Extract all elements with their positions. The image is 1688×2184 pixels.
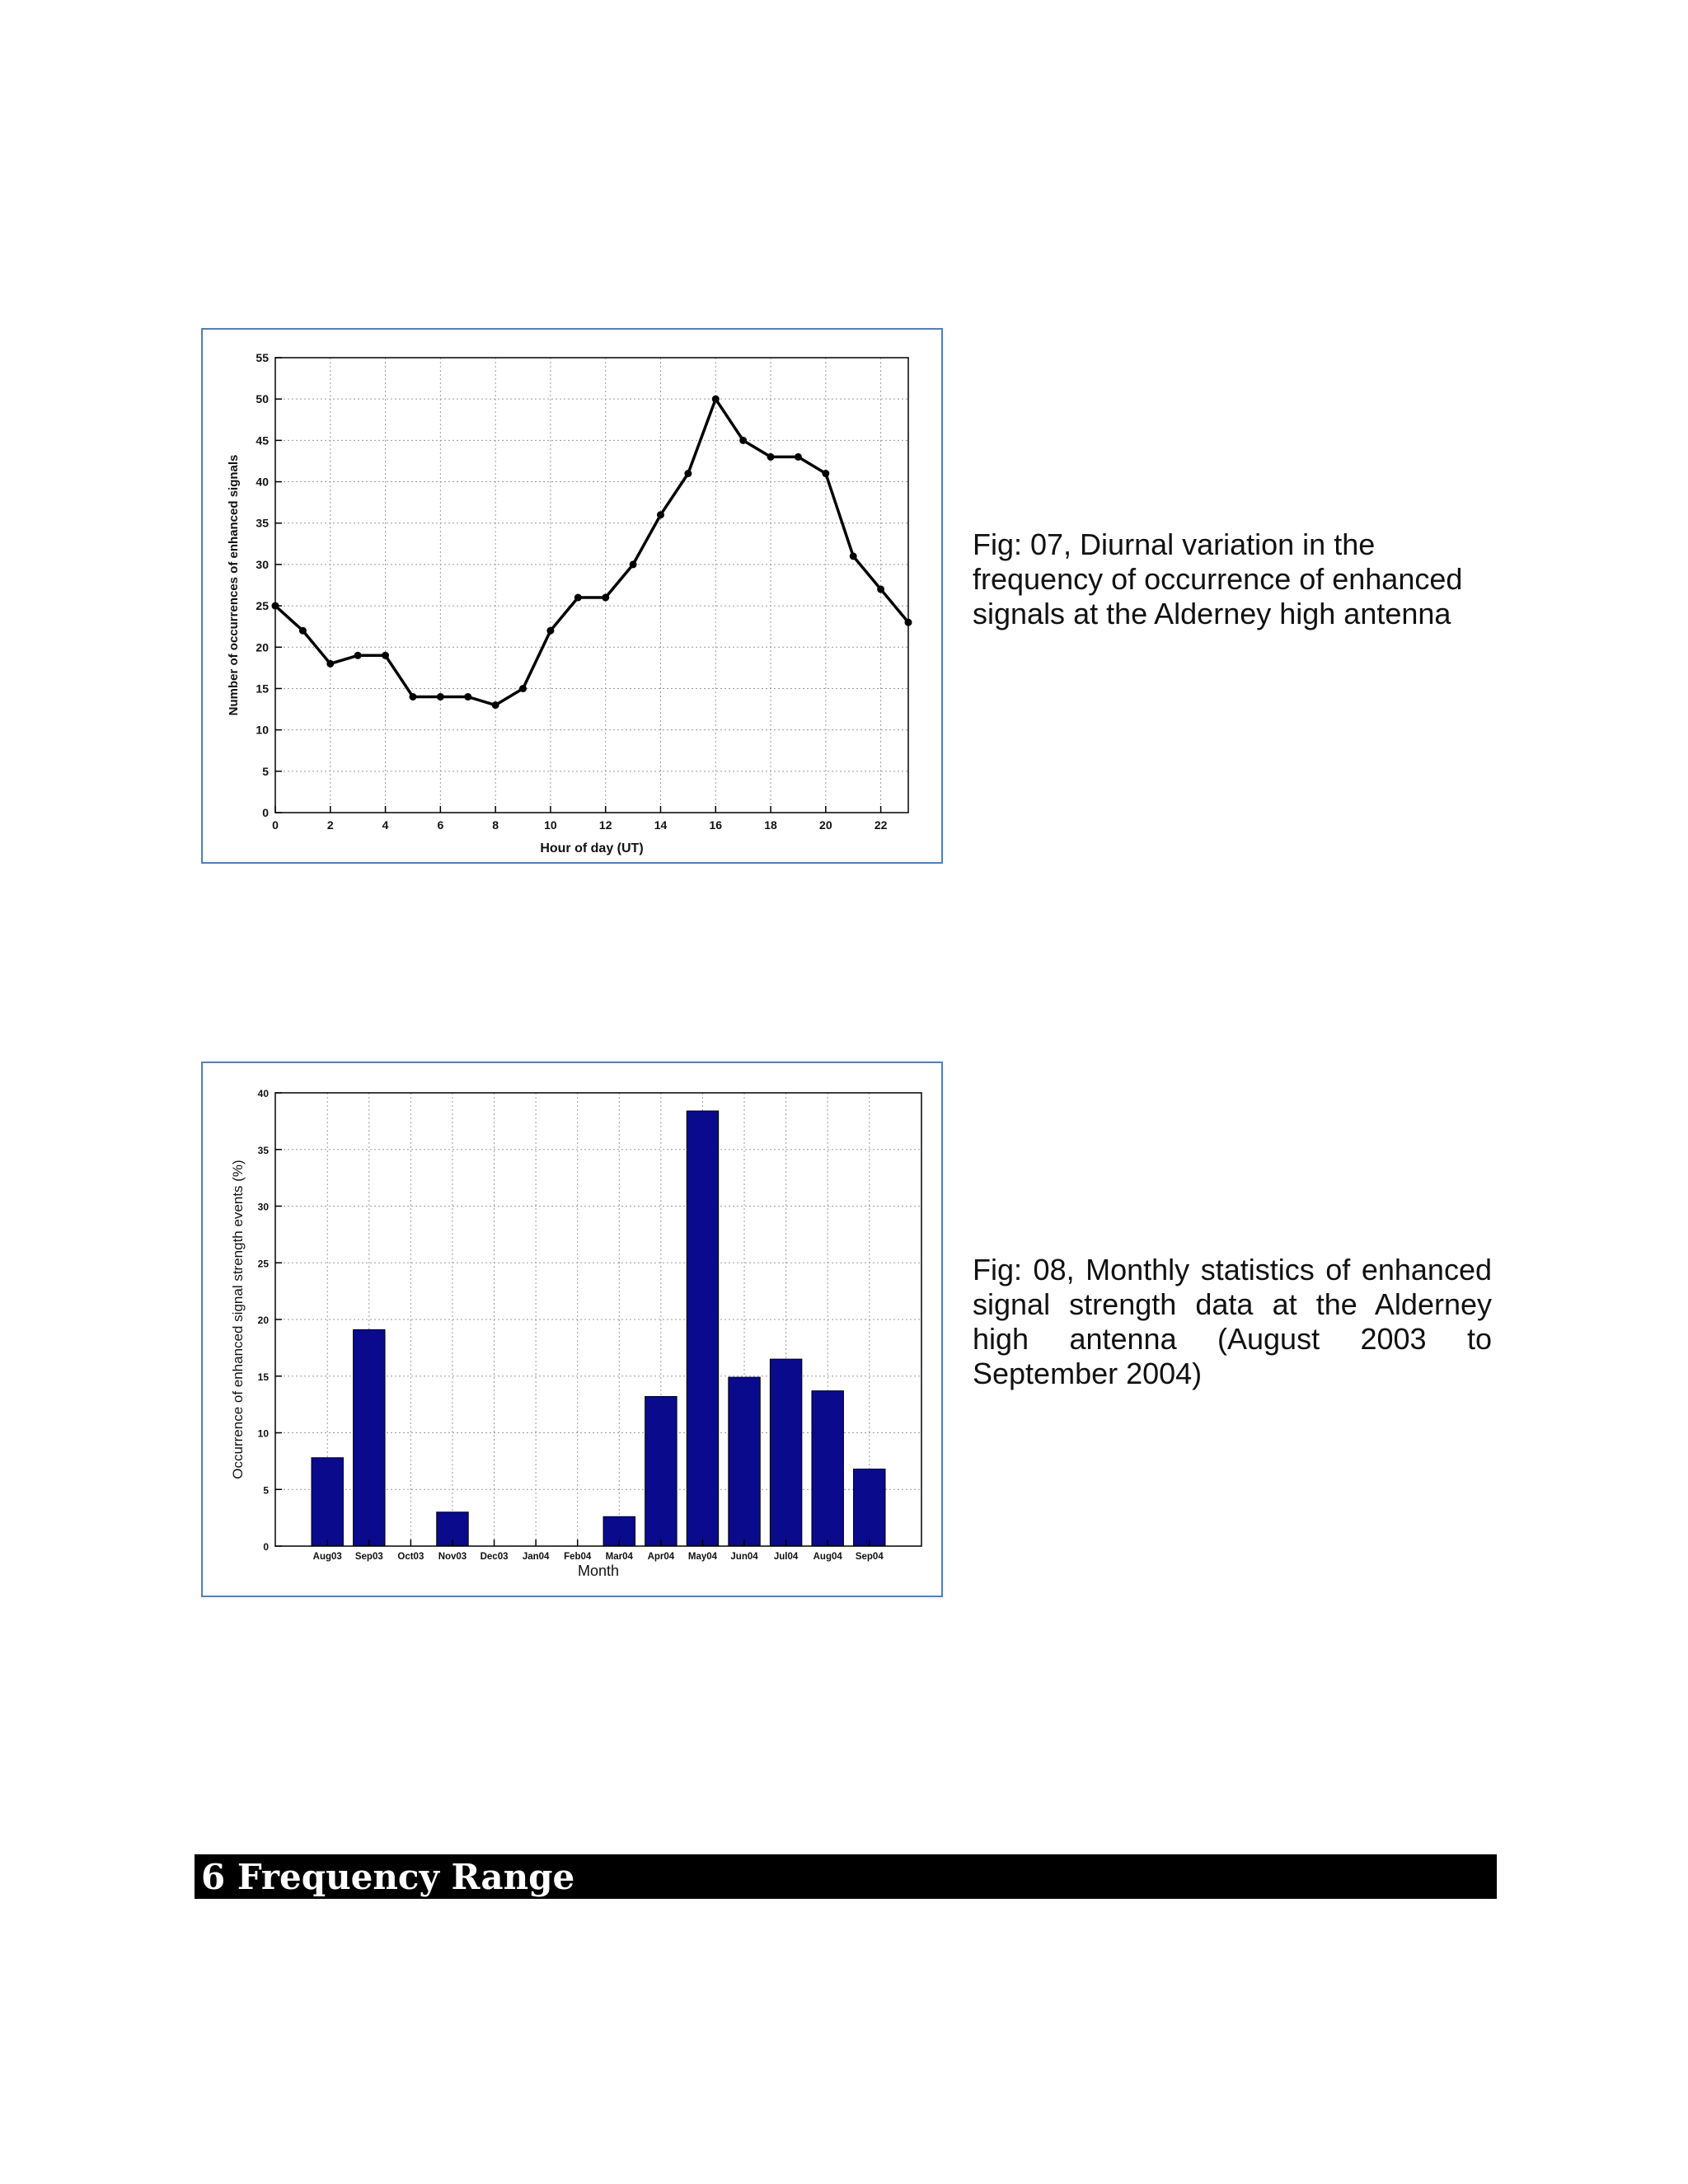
y-tick-label: 15 bbox=[257, 1371, 269, 1383]
x-tick-label: Jan04 bbox=[522, 1552, 550, 1562]
figure-07-frame bbox=[201, 328, 943, 864]
data-point bbox=[519, 685, 527, 692]
x-tick-label: 12 bbox=[598, 818, 612, 832]
data-point bbox=[850, 552, 857, 560]
x-tick-label: 14 bbox=[654, 818, 668, 832]
figure-08-frame bbox=[201, 1062, 943, 1597]
data-point bbox=[272, 602, 279, 610]
y-tick-label: 40 bbox=[257, 1088, 269, 1099]
y-tick-label: 15 bbox=[256, 682, 269, 696]
bar bbox=[354, 1329, 385, 1546]
x-tick-label: Oct03 bbox=[397, 1552, 424, 1562]
data-point bbox=[739, 437, 747, 444]
diurnal-line-chart bbox=[203, 330, 941, 862]
x-tick-label: Nov03 bbox=[438, 1552, 467, 1562]
data-point bbox=[299, 627, 307, 635]
y-tick-label: 0 bbox=[262, 806, 269, 819]
x-tick-label: 10 bbox=[544, 818, 557, 832]
bar bbox=[312, 1458, 343, 1546]
data-point bbox=[574, 594, 582, 602]
figure-07-caption: Fig: 07, Diurnal variation in the frequency of occurrence of enhanced signals at the Alderney high antenna bbox=[973, 527, 1463, 630]
y-tick-label: 5 bbox=[263, 1484, 269, 1497]
bar bbox=[729, 1377, 760, 1546]
y-tick-label: 5 bbox=[262, 764, 269, 778]
figure-08-caption: Fig: 08, Monthly statistics of enhanced signal strength data at the Alderney high antenna (August 2003 to September 2004) bbox=[973, 1253, 1492, 1390]
data-point bbox=[492, 701, 499, 709]
x-tick-label: Aug04 bbox=[813, 1552, 842, 1562]
bar bbox=[687, 1111, 718, 1546]
y-tick-label: 45 bbox=[256, 434, 269, 448]
data-point bbox=[464, 693, 471, 701]
x-tick-label: Feb04 bbox=[564, 1552, 592, 1562]
y-tick-label: 25 bbox=[256, 599, 269, 613]
y-tick-label: 20 bbox=[257, 1315, 269, 1326]
x-axis-label: Month bbox=[577, 1563, 620, 1579]
y-tick-label: 35 bbox=[257, 1144, 269, 1156]
x-tick-label: Jun04 bbox=[730, 1552, 758, 1562]
x-tick-label: Apr04 bbox=[647, 1552, 675, 1562]
x-axis-label: Hour of day (UT) bbox=[540, 841, 644, 855]
y-tick-label: 0 bbox=[263, 1541, 269, 1553]
data-point bbox=[822, 470, 829, 477]
data-point bbox=[354, 652, 362, 659]
data-point bbox=[767, 453, 775, 461]
x-tick-label: Sep04 bbox=[855, 1552, 884, 1562]
plot-area bbox=[275, 358, 908, 813]
y-tick-label: 30 bbox=[256, 557, 269, 571]
data-point bbox=[602, 594, 609, 602]
x-tick-label: 16 bbox=[709, 818, 723, 832]
data-point bbox=[712, 396, 720, 403]
x-tick-label: 8 bbox=[492, 818, 499, 832]
y-tick-label: 10 bbox=[256, 723, 269, 737]
x-tick-label: Aug03 bbox=[312, 1552, 342, 1562]
y-tick-label: 50 bbox=[256, 392, 269, 406]
x-tick-label: Mar04 bbox=[605, 1552, 633, 1562]
y-tick-label: 25 bbox=[257, 1258, 269, 1270]
y-axis-label: Occurrence of enhanced signal strength events (%) bbox=[230, 1160, 246, 1479]
section-heading: 6 Frequency Range bbox=[201, 1857, 575, 1897]
data-point bbox=[326, 660, 334, 668]
data-point bbox=[877, 586, 884, 593]
y-axis-label: Number of occurrences of enhanced signals bbox=[227, 454, 241, 716]
data-point bbox=[795, 453, 802, 461]
x-tick-label: 18 bbox=[764, 818, 777, 832]
x-tick-label: Sep03 bbox=[354, 1552, 383, 1562]
x-tick-label: 4 bbox=[382, 818, 389, 832]
data-point bbox=[684, 470, 692, 477]
y-tick-label: 10 bbox=[257, 1427, 269, 1440]
x-tick-label: 20 bbox=[819, 818, 832, 832]
bar bbox=[812, 1391, 843, 1546]
data-point bbox=[657, 511, 664, 518]
data-point bbox=[630, 560, 637, 568]
x-tick-label: 0 bbox=[272, 818, 279, 832]
data-point bbox=[437, 693, 444, 701]
data-point bbox=[905, 619, 912, 626]
data-point bbox=[546, 627, 554, 635]
x-tick-label: 6 bbox=[437, 818, 444, 832]
bar bbox=[854, 1469, 885, 1547]
y-tick-label: 20 bbox=[256, 640, 269, 654]
x-tick-label: 2 bbox=[326, 818, 334, 832]
x-tick-label: Jul04 bbox=[773, 1552, 799, 1562]
y-tick-label: 55 bbox=[256, 351, 269, 364]
data-point bbox=[409, 693, 416, 701]
x-tick-label: May04 bbox=[687, 1552, 718, 1562]
y-tick-label: 40 bbox=[256, 475, 269, 489]
data-point bbox=[382, 652, 389, 659]
bar bbox=[770, 1359, 801, 1546]
monthly-bar-chart bbox=[203, 1063, 941, 1596]
x-tick-label: Dec03 bbox=[480, 1552, 509, 1562]
section-heading-bar bbox=[195, 1854, 1497, 1899]
y-tick-label: 35 bbox=[256, 516, 269, 530]
bar bbox=[645, 1397, 677, 1547]
x-tick-label: 22 bbox=[874, 818, 888, 832]
y-tick-label: 30 bbox=[257, 1201, 269, 1213]
